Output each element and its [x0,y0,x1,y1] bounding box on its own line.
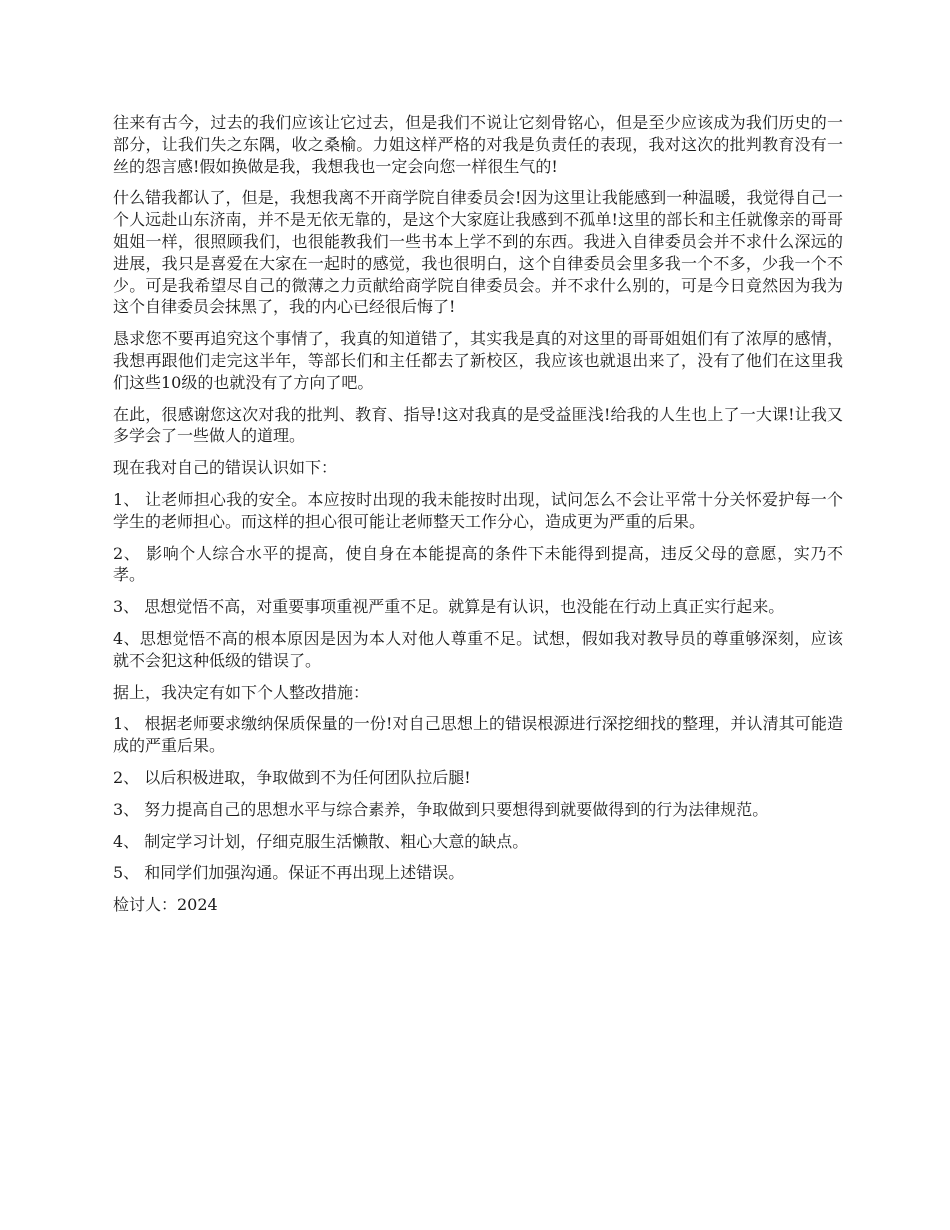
paragraph-plea: 恳求您不要再追究这个事情了，我真的知道错了，其实我是真的对这里的哥哥姐姐们有了浓厚的感情，我想再跟他们走完这半年，等部长们和主任都去了新校区，我应该也就退出来了，没有了他们在这里我们这些10级的也就没有了方向了吧。 [113,329,843,392]
paragraph-measures-heading: 据上，我决定有如下个人整改措施： [113,682,370,702]
list-item-measure-4: 4、 制定学习计划，仔细克服生活懒散、粗心大意的缺点。 [113,831,529,851]
list-item-error-3: 3、 思想觉悟不高，对重要事项重视严重不足。就算是有认识，也没能在行动上真正实行起来。 [113,597,785,617]
paragraph-committee: 什么错我都认了，但是，我想我离不开商学院自律委员会!因为这里让我能感到一种温暖，我觉得自己一个人远赴山东济南，并不是无依无靠的，是这个大家庭让我感到不孤单!这里的部长和主任就像亲的哥哥姐姐一样，很照顾我们，也很能教我们一些书本上学不到的东西。我进入自律委员会并不求什么深远的进展，我只是喜爱在大家在一起时的感觉，我也很明白，这个自律委员会里多我一个不多，少我一个不少。可是我希望尽自己的微薄之力贡献给商学院自律委员会。并不求什么别的，可是今日竟然因为我为这个自律委员会抹黑了，我的内心已经很后悔了! [113,188,843,317]
signature-line: 检讨人：2024 [113,895,218,915]
document-body [113,112,843,926]
list-item-error-2: 2、 影响个人综合水平的提高，使自身在本能提高的条件下未能得到提高，违反父母的意愿，实乃不孝。 [113,543,843,585]
list-item-error-4: 4、思想觉悟不高的根本原因是因为本人对他人尊重不足。试想，假如我对教导员的尊重够深刻，应该就不会犯这种低级的错误了。 [113,628,843,670]
list-item-error-1: 1、 让老师担心我的安全。本应按时出现的我未能按时出现，试问怎么不会让平常十分关怀爱护每一个学生的老师担心。而这样的担心很可能让老师整天工作分心，造成更为严重的后果。 [113,489,843,531]
paragraph-errors-heading: 现在我对自己的错误认识如下： [113,458,338,478]
paragraph-intro: 往来有古今，过去的我们应该让它过去，但是我们不说让它刻骨铭心，但是至少应该成为我们历史的一部分，让我们失之东隅，收之桑榆。力姐这样严格的对我是负责任的表现，我对这次的批判教育没有一丝的怨言感!假如换做是我，我想我也一定会向您一样很生气的! [113,113,843,176]
list-item-measure-5: 5、 和同学们加强沟通。保证不再出现上述错误。 [113,863,465,883]
list-item-measure-3: 3、 努力提高自己的思想水平与综合素养，争取做到只要想得到就要做得到的行为法律规范。 [113,799,769,819]
list-item-measure-2: 2、 以后积极进取，争取做到不为任何团队拉后腿! [113,767,471,787]
paragraph-thanks: 在此，很感谢您这次对我的批判、教育、指导!这对我真的是受益匪浅!给我的人生也上了一大课!让我又多学会了一些做人的道理。 [113,404,843,446]
list-item-measure-1: 1、 根据老师要求缴纳保质保量的一份!对自己思想上的错误根源进行深挖细找的整理，并认清其可能造成的严重后果。 [113,714,843,756]
